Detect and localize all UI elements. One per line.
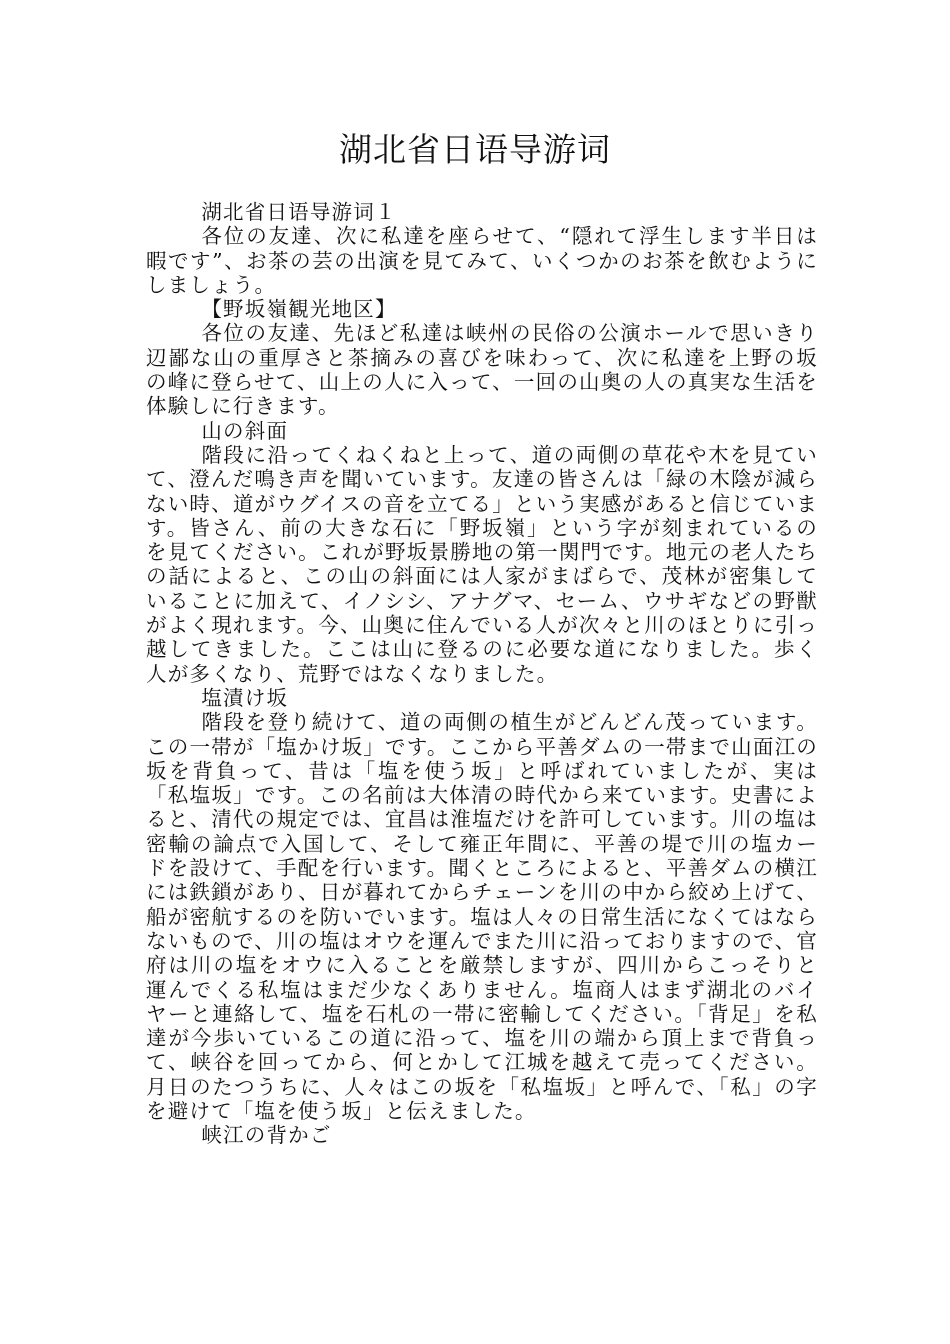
section-heading: 峡江の背かご — [201, 1123, 332, 1148]
body-paragraph: 各位の友達、先ほど私達は峡州の民俗の公演ホールで思いきり辺鄙な山の重厚さと茶摘みの喜びを味わって、次に私達を上野の坂の峰に登らせて、山上の人に入って、一回の山奥の人の真実な生活を体験しに行きます。 — [146, 321, 818, 419]
document-body — [146, 200, 818, 1148]
document-title: 湖北省日语导游词 — [339, 130, 611, 169]
section-heading: 【野坂嶺観光地区】 — [201, 297, 397, 322]
section-heading: 山の斜面 — [201, 418, 289, 443]
body-paragraph: 階段を登り続けて、道の両側の植生がどんどん茂っています。この一帯が「塩かけ坂」です。ここから平善ダムの一帯まで山面江の坂を背負って、昔は「塩を使う坂」と呼ばれていましたが、実は「私塩坂」です。この名前は大体清の時代から来ています。史書によると、清代の規定では、宜昌は淮塩だけを許可しています。川の塩は密輸の論点で入国して、そして雍正年間に、平善の堤で川の塩カードを設けて、手配を行います。聞くところによると、平善ダムの横江には鉄鎖があり、日が暮れてからチェーンを川の中から絞め上げて、船が密航するのを防いでいます。塩は人々の日常生活になくてはならないもので、川の塩はオウを運んでまた川に沿っておりますので、官府は川の塩をオウに入ることを厳禁しますが、四川からこっそりと運んでくる私塩はまだ少なくありません。塩商人はまず湖北のバイヤーと連絡して、塩を石札の一帯に密輸してください。「背足」を私達が今歩いているこの道に沿って、塩を川の端から頂上まで背負って、峡谷を回ってから、何とかして江城を越えて売ってください。月日のたつうちに、人々はこの坂を「私塩坂」と呼んで、「私」の字を避けて「塩を使う坂」と伝えました。 — [146, 710, 818, 1123]
body-paragraph: 階段に沿ってくねくねと上って、道の両側の草花や木を見ていて、澄んだ鳴き声を聞いています。友達の皆さんは「緑の木陰が減らない時、道がウグイスの音を立てる」という実感があると信じています。皆さん、前の大きな石に「野坂嶺」という字が刻まれているのを見てください。これが野坂景勝地の第一関門です。地元の老人たちの話によると、この山の斜面には人家がまばらで、茂林が密集していることに加えて、イノシシ、アナグマ、セーム、ウサギなどの野獣がよく現れます。今、山奥に住んでいる人が次々と川のほとりに引っ越してきました。ここは山に登るのに必要な道になりました。歩く人が多くなり、荒野ではなくなりました。 — [146, 442, 818, 686]
body-paragraph: 各位の友達、次に私達を座らせて、“隠れて浮生します半日は暇です”、お茶の芸の出演を見てみて、いくつかのお茶を飲むようにしましょう。 — [146, 224, 818, 297]
section-heading: 塩漬け坂 — [201, 685, 289, 710]
section-heading: 湖北省日语导游词１ — [201, 200, 397, 224]
